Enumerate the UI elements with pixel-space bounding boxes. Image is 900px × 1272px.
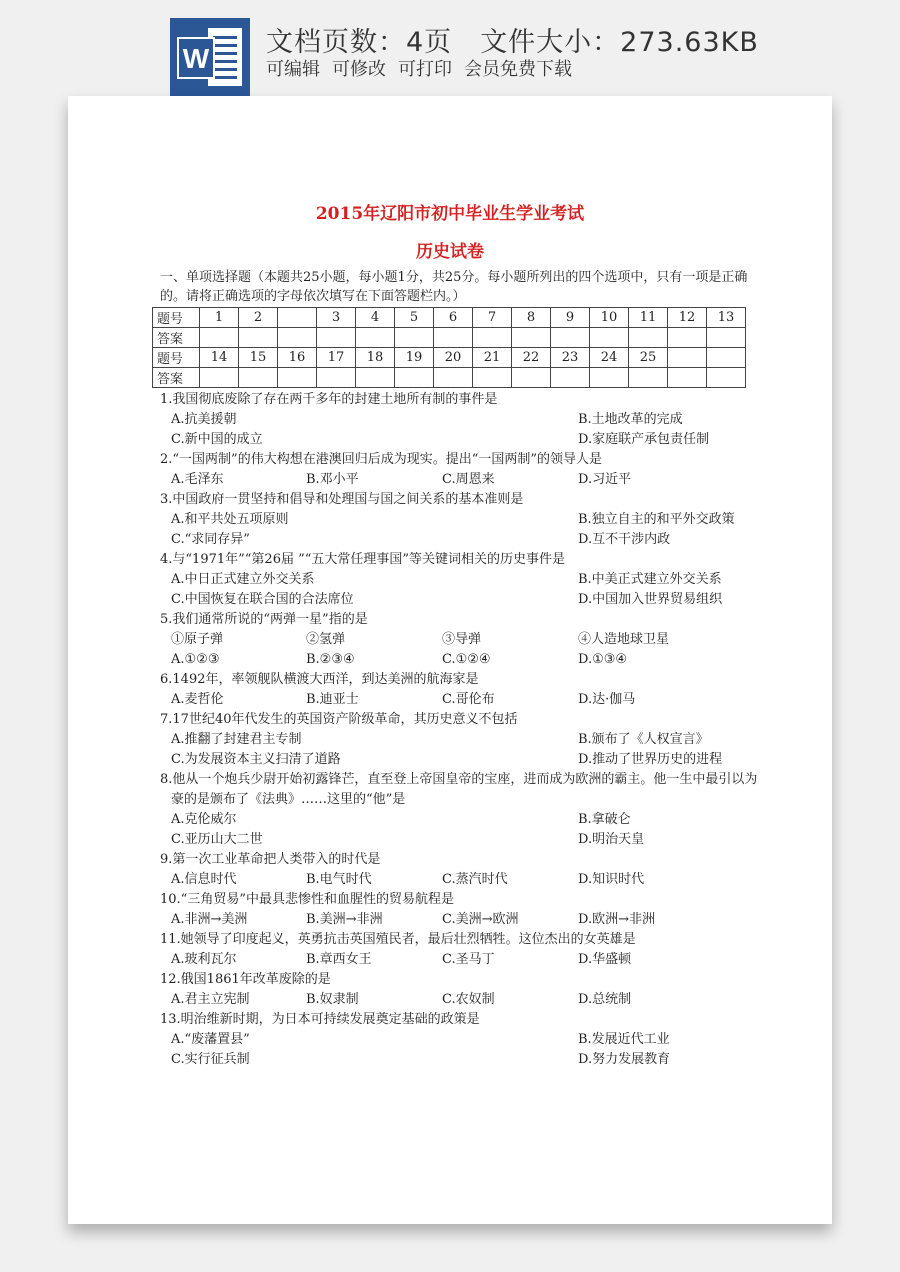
question-item: ④人造地球卫星 [578,632,670,647]
answer-option: D.达·伽马 [578,692,636,707]
question-stem: 9.第一次工业革命把人类带入的时代是 [160,852,381,867]
question-stem: 12.俄国1861年改革废除的是 [160,972,331,987]
answer-cell[interactable] [434,368,473,388]
banner-file-info [266,20,759,59]
table-header-cell: 答案 [153,328,200,348]
answer-option: D.努力发展教育 [578,1052,671,1067]
answer-option: A.抗美援朝 [171,412,237,427]
table-cell: 19 [395,348,434,368]
answer-option: B.②③④ [306,652,355,667]
option-row [160,870,760,890]
page-count: 文档页数：4页 [266,27,453,58]
answer-option: C.蒸汽时代 [442,872,508,887]
answer-cell[interactable] [629,328,668,348]
answer-option: D.推动了世界历史的进程 [578,752,723,767]
answer-option: A.玻利瓦尔 [171,952,237,967]
answer-cell[interactable] [668,368,707,388]
table-header-cell: 答案 [153,368,200,388]
table-cell [707,348,746,368]
table-cell: 6 [434,308,473,328]
answer-option: C.实行征兵制 [171,1052,250,1067]
question-stem: 13.明治维新时期，为日本可持续发展奠定基础的政策是 [160,1012,480,1027]
answer-option: D.总统制 [578,992,632,1007]
answer-option: A.麦哲伦 [171,692,224,707]
answer-cell[interactable] [512,328,551,348]
question-stem: 11.她领导了印度起义，英勇抗击英国殖民者，最后壮烈牺牲。这位杰出的女英雄是 [160,932,636,947]
answer-option: D.家庭联产承包责任制 [578,432,710,447]
table-cell: 25 [629,348,668,368]
answer-option: A.非洲→美洲 [171,912,248,927]
answer-cell[interactable] [629,368,668,388]
option-row [160,910,760,930]
table-cell: 1 [200,308,239,328]
table-cell: 16 [278,348,317,368]
question-item: ②氢弹 [306,632,346,647]
table-cell: 22 [512,348,551,368]
question-stem: 10.“三角贸易”中最具悲惨性和血腥性的贸易航程是 [160,892,454,907]
answer-option: C.圣马丁 [442,952,495,967]
answer-option: B.颁布了《人权宣言》 [578,732,709,747]
answer-option: A.中日正式建立外交关系 [171,572,315,587]
answer-option: B.土地改革的完成 [578,412,683,427]
answer-option: D.华盛顿 [578,952,632,967]
table-cell: 17 [317,348,356,368]
word-icon-letter: W [182,43,210,74]
answer-option: A.①②③ [171,652,220,667]
question-list [160,390,760,1070]
answer-cell[interactable] [707,368,746,388]
answer-option: C.美洲→欧洲 [442,912,519,927]
table-cell: 13 [707,308,746,328]
section-instructions: 一、单项选择题（本题共25小题，每小题1分，共25分。每小题所列出的四个选项中，只有一项是正确的。请将正确选项的字母依次填写在下面答题栏内。） [160,270,748,304]
answer-option: B.迪亚士 [306,692,359,707]
table-cell: 10 [590,308,629,328]
feature-free-download: 会员免费下载 [464,59,572,80]
question-item: ①原子弹 [171,632,224,647]
answer-cell[interactable] [278,368,317,388]
answer-option: D.习近平 [578,472,632,487]
option-row [160,730,760,750]
feature-modifiable: 可修改 [332,59,386,80]
option-row [160,690,760,710]
answer-cell[interactable] [473,368,512,388]
answer-option: C.新中国的成立 [171,432,263,447]
question-stem: 8.他从一个炮兵少尉开始初露锋芒，直至登上帝国皇帝的宝座，进而成为欧洲的霸主。他一生中最引以为豪的是颁布了《法典》……这里的“他”是 [160,772,758,807]
document-page [68,96,832,1224]
feature-editable: 可编辑 [266,59,320,80]
answer-table-row [153,308,746,328]
exam-subtitle: 历史试卷 [416,242,484,262]
feature-printable: 可打印 [398,59,452,80]
option-row [160,1050,760,1070]
answer-cell[interactable] [317,328,356,348]
table-header-cell: 题号 [153,348,200,368]
table-cell: 21 [473,348,512,368]
table-cell: 2 [239,308,278,328]
question-stem: 4.与“1971年”“第26届 ”“五大常任理事国”等关键词相关的历史事件是 [160,552,566,567]
answer-option: D.知识时代 [578,872,645,887]
answer-option: A.“废藩置县” [171,1032,250,1047]
question-stem: 2.“一国两制”的伟大构想在港澳回归后成为现实。提出“一国两制”的领导人是 [160,452,602,467]
option-row [160,830,760,850]
answer-cell[interactable] [512,368,551,388]
answer-cell[interactable] [317,368,356,388]
download-banner [0,0,900,96]
option-row [160,570,760,590]
answer-option: C.亚历山大二世 [171,832,263,847]
answer-cell[interactable] [668,328,707,348]
answer-option: A.克伦威尔 [171,812,237,827]
answer-cell[interactable] [356,328,395,348]
option-row [160,990,760,1010]
table-cell [278,308,317,328]
table-cell: 23 [551,348,590,368]
answer-cell[interactable] [356,368,395,388]
option-row [160,470,760,490]
option-row [160,530,760,550]
answer-option: B.电气时代 [306,872,372,887]
answer-option: C.①②④ [442,652,491,667]
question-stem: 1.我国彻底废除了存在两千多年的封建土地所有制的事件是 [160,392,498,407]
answer-option: D.欧洲→非洲 [578,912,655,927]
table-cell: 24 [590,348,629,368]
answer-option: C.中国恢复在联合国的合法席位 [171,592,354,607]
answer-option: B.章西女王 [306,952,372,967]
answer-option: B.拿破仑 [578,812,631,827]
table-header-cell: 题号 [153,308,200,328]
file-size: 文件大小：273.63KB [480,27,759,58]
answer-option: B.发展近代工业 [578,1032,670,1047]
answer-table-row [153,368,746,388]
answer-cell[interactable] [239,328,278,348]
table-cell: 8 [512,308,551,328]
table-cell: 4 [356,308,395,328]
option-row [160,650,760,670]
answer-option: C.周恩来 [442,472,495,487]
answer-option: C.农奴制 [442,992,495,1007]
answer-cell[interactable] [395,368,434,388]
answer-option: C.“求同存异” [171,532,250,547]
answer-cell[interactable] [473,328,512,348]
answer-option: A.信息时代 [171,872,237,887]
exam-title: 2015年辽阳市初中毕业生学业考试 [315,204,585,224]
answer-option: D.互不干涉内政 [578,532,671,547]
table-cell: 9 [551,308,590,328]
answer-option: B.美洲→非洲 [306,912,383,927]
answer-cell[interactable] [551,368,590,388]
answer-cell[interactable] [551,328,590,348]
answer-option: B.邓小平 [306,472,359,487]
answer-cell[interactable] [395,328,434,348]
answer-cell[interactable] [278,328,317,348]
option-row [160,590,760,610]
answer-option: B.中美正式建立外交关系 [578,572,722,587]
answer-option: D.明治天皇 [578,832,645,847]
table-cell: 15 [239,348,278,368]
answer-cell[interactable] [590,328,629,348]
question-item: ③导弹 [442,632,482,647]
option-row [160,410,760,430]
answer-cell[interactable] [239,368,278,388]
answer-option: A.毛泽东 [171,472,224,487]
answer-option: D.①③④ [578,652,628,667]
option-row [160,810,760,830]
option-row [160,1030,760,1050]
table-cell: 11 [629,308,668,328]
answer-option: C.哥伦布 [442,692,495,707]
answer-option: A.推翻了封建君主专制 [171,732,302,747]
option-row [160,430,760,450]
answer-cell[interactable] [200,328,239,348]
answer-cell[interactable] [434,328,473,348]
option-row [160,750,760,770]
answer-option: D.中国加入世界贸易组织 [578,592,723,607]
question-stem: 3.中国政府一贯坚持和倡导和处理国与国之间关系的基本准则是 [160,492,524,507]
banner-features [266,55,584,81]
option-row [160,630,760,650]
answer-option: C.为发展资本主义扫清了道路 [171,752,341,767]
table-cell: 18 [356,348,395,368]
option-row [160,950,760,970]
answer-option: B.独立自主的和平外交政策 [578,512,735,527]
answer-cell[interactable] [590,368,629,388]
table-cell: 7 [473,308,512,328]
answer-option: A.君主立宪制 [171,992,250,1007]
question-stem: 7.17世纪40年代发生的英国资产阶级革命，其历史意义不包括 [160,712,518,727]
table-cell: 20 [434,348,473,368]
answer-cell[interactable] [200,368,239,388]
table-cell: 3 [317,308,356,328]
answer-option: B.奴隶制 [306,992,359,1007]
question-stem: 5.我们通常所说的“两弹一星”指的是 [160,612,368,627]
word-document-icon [170,18,250,96]
answer-table-row [153,348,746,368]
answer-table-row [153,328,746,348]
answer-table [152,307,746,388]
table-cell [668,348,707,368]
answer-cell[interactable] [707,328,746,348]
table-cell: 5 [395,308,434,328]
answer-option: A.和平共处五项原则 [171,512,289,527]
option-row [160,510,760,530]
table-cell: 12 [668,308,707,328]
question-stem: 6.1492年，率领舰队横渡大西洋，到达美洲的航海家是 [160,672,479,687]
table-cell: 14 [200,348,239,368]
